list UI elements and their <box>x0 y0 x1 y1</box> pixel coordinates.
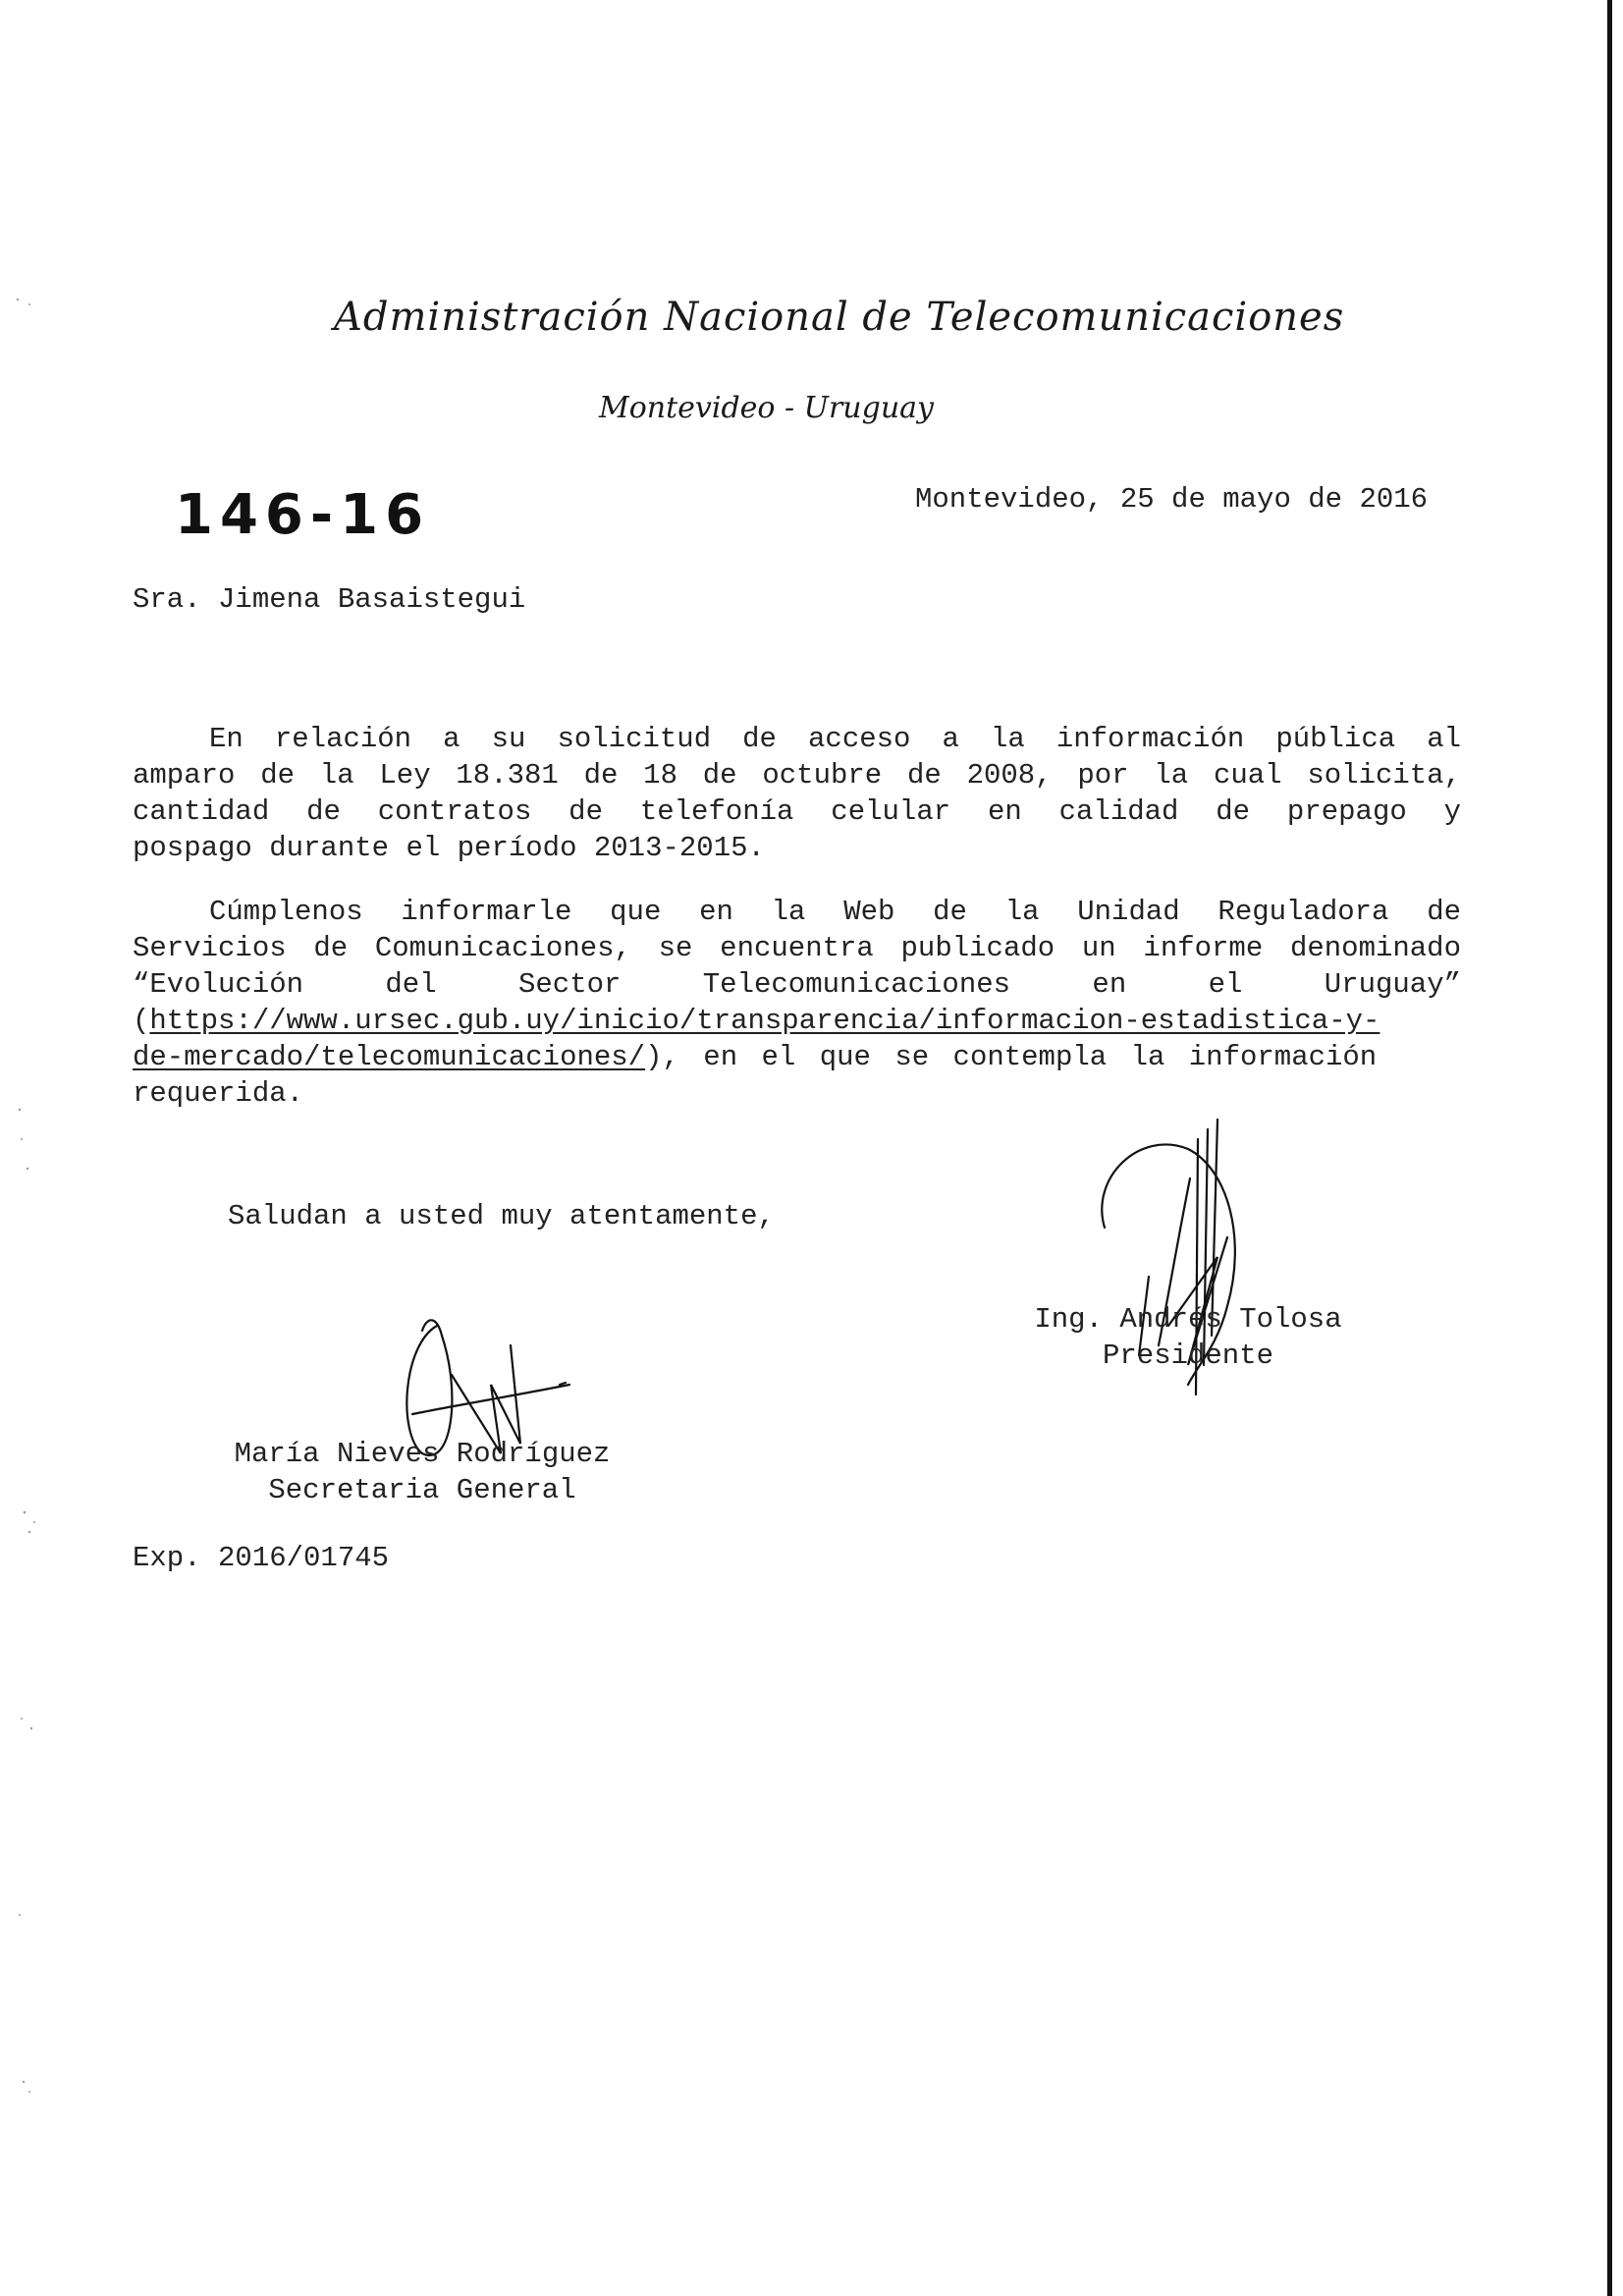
paragraph-line: Servicios de Comunicaciones, se encuentra publicado un informe denominado <box>133 932 1461 964</box>
paragraph-line: amparo de la Ley 18.381 de 18 de octubre de 2008, por la cual solicita, <box>133 759 1461 792</box>
letterhead-location: Montevideo - Uruguay <box>599 391 934 425</box>
paragraph-response <box>133 894 1461 1112</box>
scan-edge-line <box>1607 0 1612 2296</box>
paragraph-line <box>133 1039 1461 1075</box>
paragraph-line: cantidad de contratos de telefonía celular en calidad de prepago y <box>133 795 1461 828</box>
paragraph-request <box>133 721 1461 866</box>
ursec-report-link-continued[interactable]: de-mercado/telecomunicaciones/ <box>133 1041 646 1073</box>
open-paren: ( <box>133 1005 150 1037</box>
signatory-president <box>1011 1301 1365 1374</box>
signatory-name: Ing. Andrés Tolosa <box>1034 1303 1342 1336</box>
paragraph-line: En relación a su solicitud de acceso a la información pública al <box>209 723 1461 755</box>
signatory-role: Presidente <box>1102 1339 1274 1372</box>
document-number: 146-16 <box>175 483 431 547</box>
file-reference: Exp. 2016/01745 <box>133 1542 390 1574</box>
place-date: Montevideo, 25 de mayo de 2016 <box>915 483 1429 516</box>
signatory-name: María Nieves Rodríguez <box>234 1438 611 1470</box>
paragraph-line <box>133 1003 1461 1039</box>
signatory-role: Secretaria General <box>268 1474 576 1506</box>
line-rest: ), en el que se contempla la información <box>645 1041 1378 1073</box>
paragraph-line: pospago durante el período 2013-2015. <box>133 832 765 864</box>
scan-specks <box>0 0 79 2296</box>
recipient: Sra. Jimena Basaistegui <box>133 583 526 616</box>
closing-salutation: Saludan a usted muy atentamente, <box>228 1200 775 1232</box>
paragraph-line: “Evolución del Sector Telecomunicaciones en el Uruguay” <box>133 968 1461 1001</box>
paragraph-line: requerida. <box>133 1077 304 1110</box>
paragraph-line: Cúmplenos informarle que en la Web de la Unidad Reguladora de <box>209 896 1461 928</box>
letterhead-organization: Administración Nacional de Telecomunicaciones <box>334 295 1345 340</box>
ursec-report-link[interactable]: https://www.ursec.gub.uy/inicio/transparencia/informacion-estadistica-y- <box>149 1005 1380 1037</box>
signatory-secretary <box>206 1436 638 1508</box>
